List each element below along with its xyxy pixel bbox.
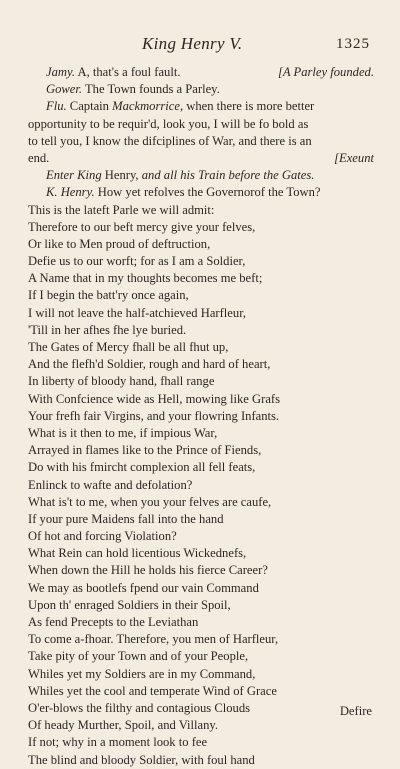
- play-text: [28, 64, 374, 769]
- verse-line: Upon th' enraged Soldiers in their Spoil,: [28, 597, 231, 612]
- prose-line: opportunity to be requir'd, look you, I will be fo bold as: [28, 116, 309, 131]
- dialogue-line-jamy: [28, 64, 374, 81]
- character-name: Henry,: [104, 168, 139, 183]
- speech-text: How yet refolves the Governorof the Town?: [94, 185, 321, 200]
- speaker-name: K. Henry.: [46, 185, 95, 200]
- verse-line: As fend Precepts to the Leviathan: [28, 615, 199, 629]
- speech-text: when there is more better: [183, 99, 315, 114]
- verse-line: Enlinck to wafte and defolation?: [28, 477, 193, 492]
- speech-text: end.: [28, 150, 50, 165]
- prose-line: to tell you, I know the difciplines of War, and there is an: [28, 133, 312, 148]
- verse-line: What is it then to me, if impious War,: [28, 425, 218, 440]
- verse-line: Therefore to our beft mercy give your felves,: [28, 219, 256, 234]
- verse-line: Do with his fmircht complexion all fell feats,: [28, 460, 256, 475]
- verse-line: If your pure Maidens fall into the hand: [28, 511, 224, 526]
- verse-line: Of hot and forcing Violation?: [28, 529, 177, 544]
- verse-line: Of heady Murther, Spoil, and Villany.: [28, 718, 219, 733]
- verse-line: When down the Hill he holds his fierce Career?: [28, 563, 268, 578]
- speaker-name: Jamy.: [46, 65, 76, 79]
- verse-line: Your frefh fair Virgins, and your flowring Infants.: [28, 408, 280, 423]
- verse-line: The Gates of Mercy fhall be all fhut up,: [28, 340, 229, 354]
- page-number: 1325: [336, 36, 370, 52]
- speaker-name: Gower.: [46, 82, 83, 97]
- speech-text: A, that's a foul fault.: [75, 65, 181, 79]
- verse-line: I will not leave the half-atchieved Harfleur,: [28, 305, 247, 320]
- verse-line: With Confcience wide as Hell, mowing like Grafs: [28, 391, 280, 406]
- prose-line: [28, 150, 374, 167]
- page-header: [0, 34, 400, 54]
- running-title: King Henry V.: [142, 34, 243, 53]
- verse-line: To come a-fhoar. Therefore, you men of Harfleur,: [28, 632, 279, 647]
- verse-line: O'er-blows the filthy and contagious Clouds: [28, 700, 251, 715]
- verse-line: Take pity of your Town and of your People,: [28, 649, 249, 664]
- dialogue-line-gower: [28, 81, 374, 98]
- stage-direction-entrance: [28, 167, 374, 184]
- verse-line: If I begin the batt'ry once again,: [28, 288, 189, 303]
- verse-line: If not; why in a moment look to fee: [28, 735, 208, 750]
- verse-line: Or like to Men proud of deftruction,: [28, 236, 211, 251]
- verse-block: [28, 202, 374, 769]
- verse-line: What Rein can hold licentious Wickednefs,: [28, 546, 247, 561]
- verse-line: Whiles yet the cool and temperate Wind of Grace: [28, 683, 277, 698]
- verse-line: A Name that in my thoughts becomes me beft;: [28, 271, 263, 286]
- verse-line: Whiles yet my Soldiers are in my Command,: [28, 666, 256, 681]
- speech-text: Captain: [66, 99, 113, 114]
- stage-direction: [A Parley founded.: [278, 65, 374, 79]
- speaker-name: Flu.: [46, 99, 67, 114]
- catchword: Defire: [339, 704, 372, 718]
- verse-line: And the flefh'd Soldier, rough and hard of heart,: [28, 357, 271, 372]
- verse-line: What is't to me, when you your felves are caufe,: [28, 494, 272, 509]
- verse-line: This is the lateft Parle we will admit:: [28, 202, 215, 217]
- verse-line: The blind and bloody Soldier, with foul hand: [28, 752, 255, 767]
- prose-line: [28, 98, 374, 115]
- verse-line: In liberty of bloody hand, fhall range: [28, 374, 215, 389]
- verse-line: We may as bootlefs fpend our vain Command: [28, 580, 259, 595]
- verse-line: Arrayed in flames like to the Prince of Fiends,: [28, 443, 262, 458]
- stage-direction: [Exeunt: [334, 150, 374, 165]
- character-name: Mackmorrice,: [112, 99, 184, 114]
- verse-line: Defie us to our worft; for as I am a Soldier,: [28, 254, 246, 269]
- speech-text: The Town founds a Parley.: [82, 82, 220, 97]
- stage-direction-text: Enter King: [46, 168, 105, 183]
- dialogue-line-henry: [28, 184, 374, 201]
- verse-line: 'Till in her afhes fhe lye buried.: [28, 322, 187, 337]
- stage-direction-text: and all his Train before the Gates.: [138, 168, 315, 183]
